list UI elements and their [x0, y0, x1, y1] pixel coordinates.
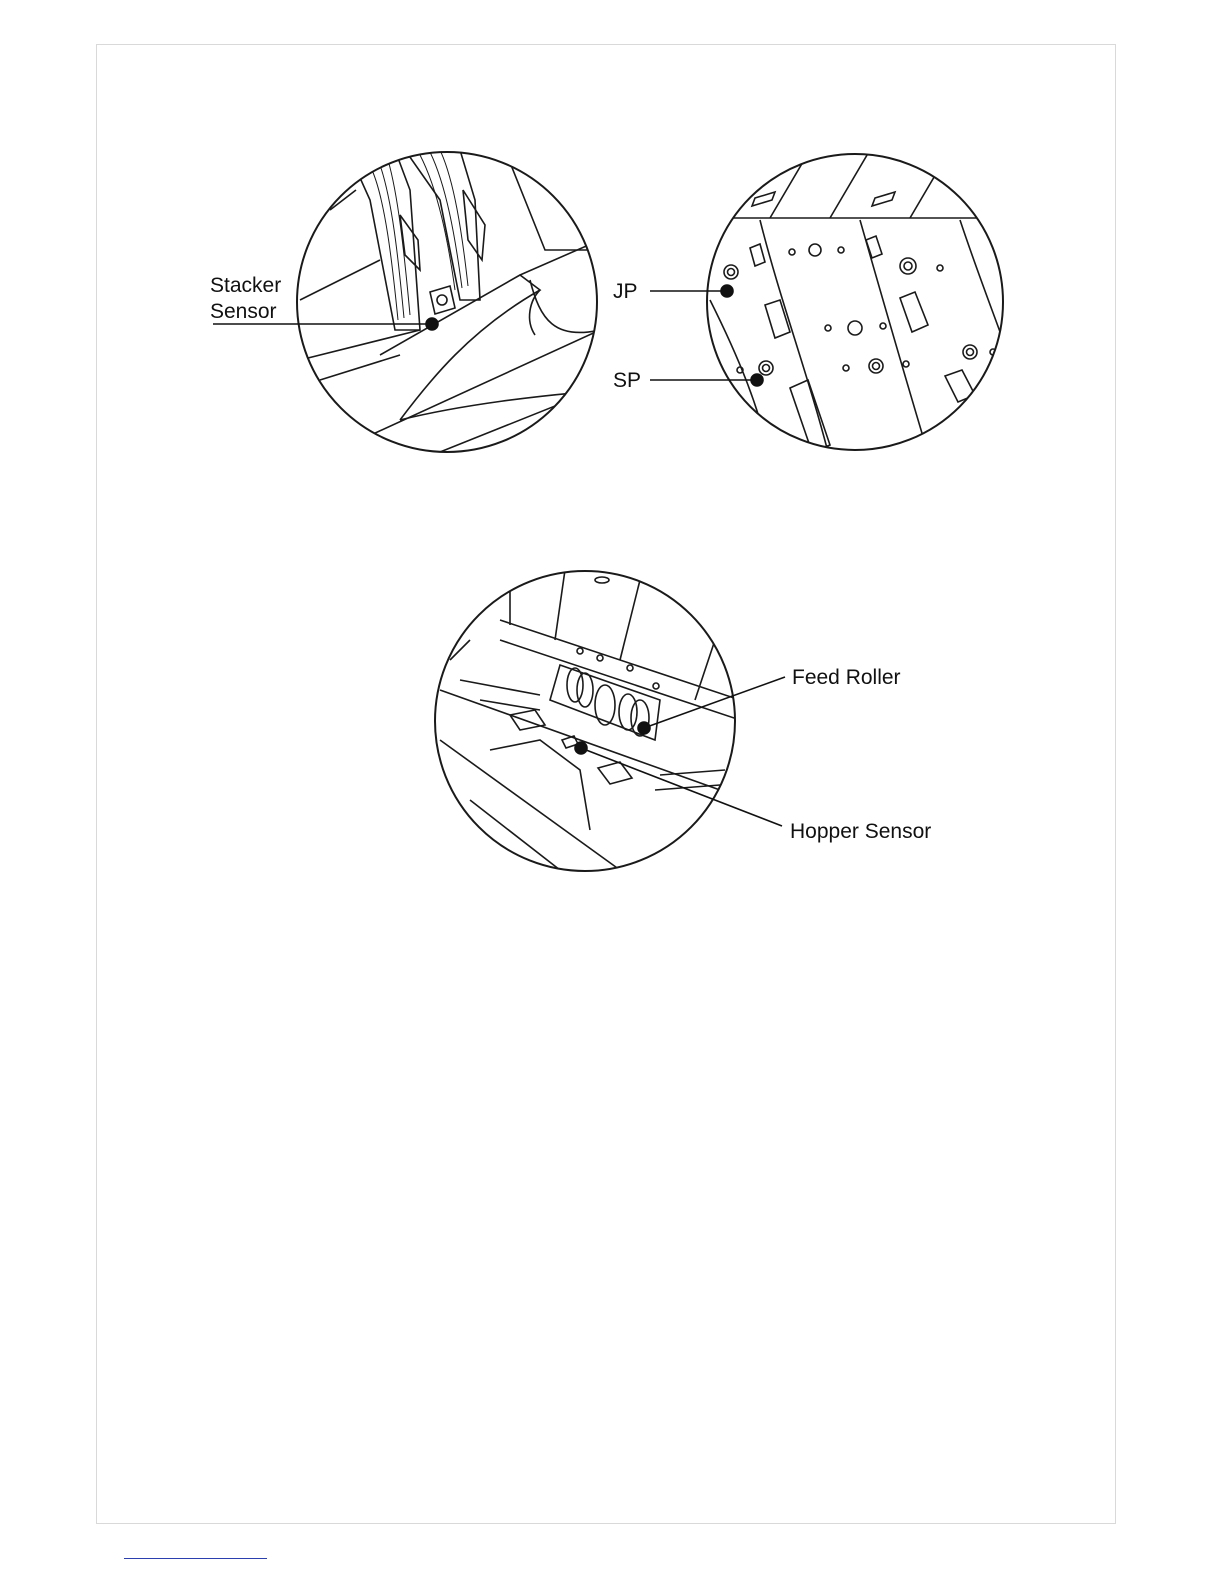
feed-roller-detail-circle	[435, 570, 740, 871]
footer-link-underline[interactable]	[124, 1558, 267, 1559]
jp-label: JP	[613, 280, 638, 303]
jp-leader	[650, 285, 733, 297]
jp-sp-detail-circle	[700, 150, 1010, 460]
hopper-sensor-leader	[575, 742, 782, 826]
stacker-sensor-label-line1: Stacker	[210, 274, 282, 297]
feed-roller-label: Feed Roller	[792, 666, 901, 689]
sp-label: SP	[613, 369, 642, 392]
stacker-detail-circle	[297, 150, 620, 460]
hopper-sensor-label: Hopper Sensor	[790, 820, 932, 843]
stacker-sensor-label-line2: Sensor	[210, 300, 277, 323]
sp-leader	[650, 374, 763, 386]
